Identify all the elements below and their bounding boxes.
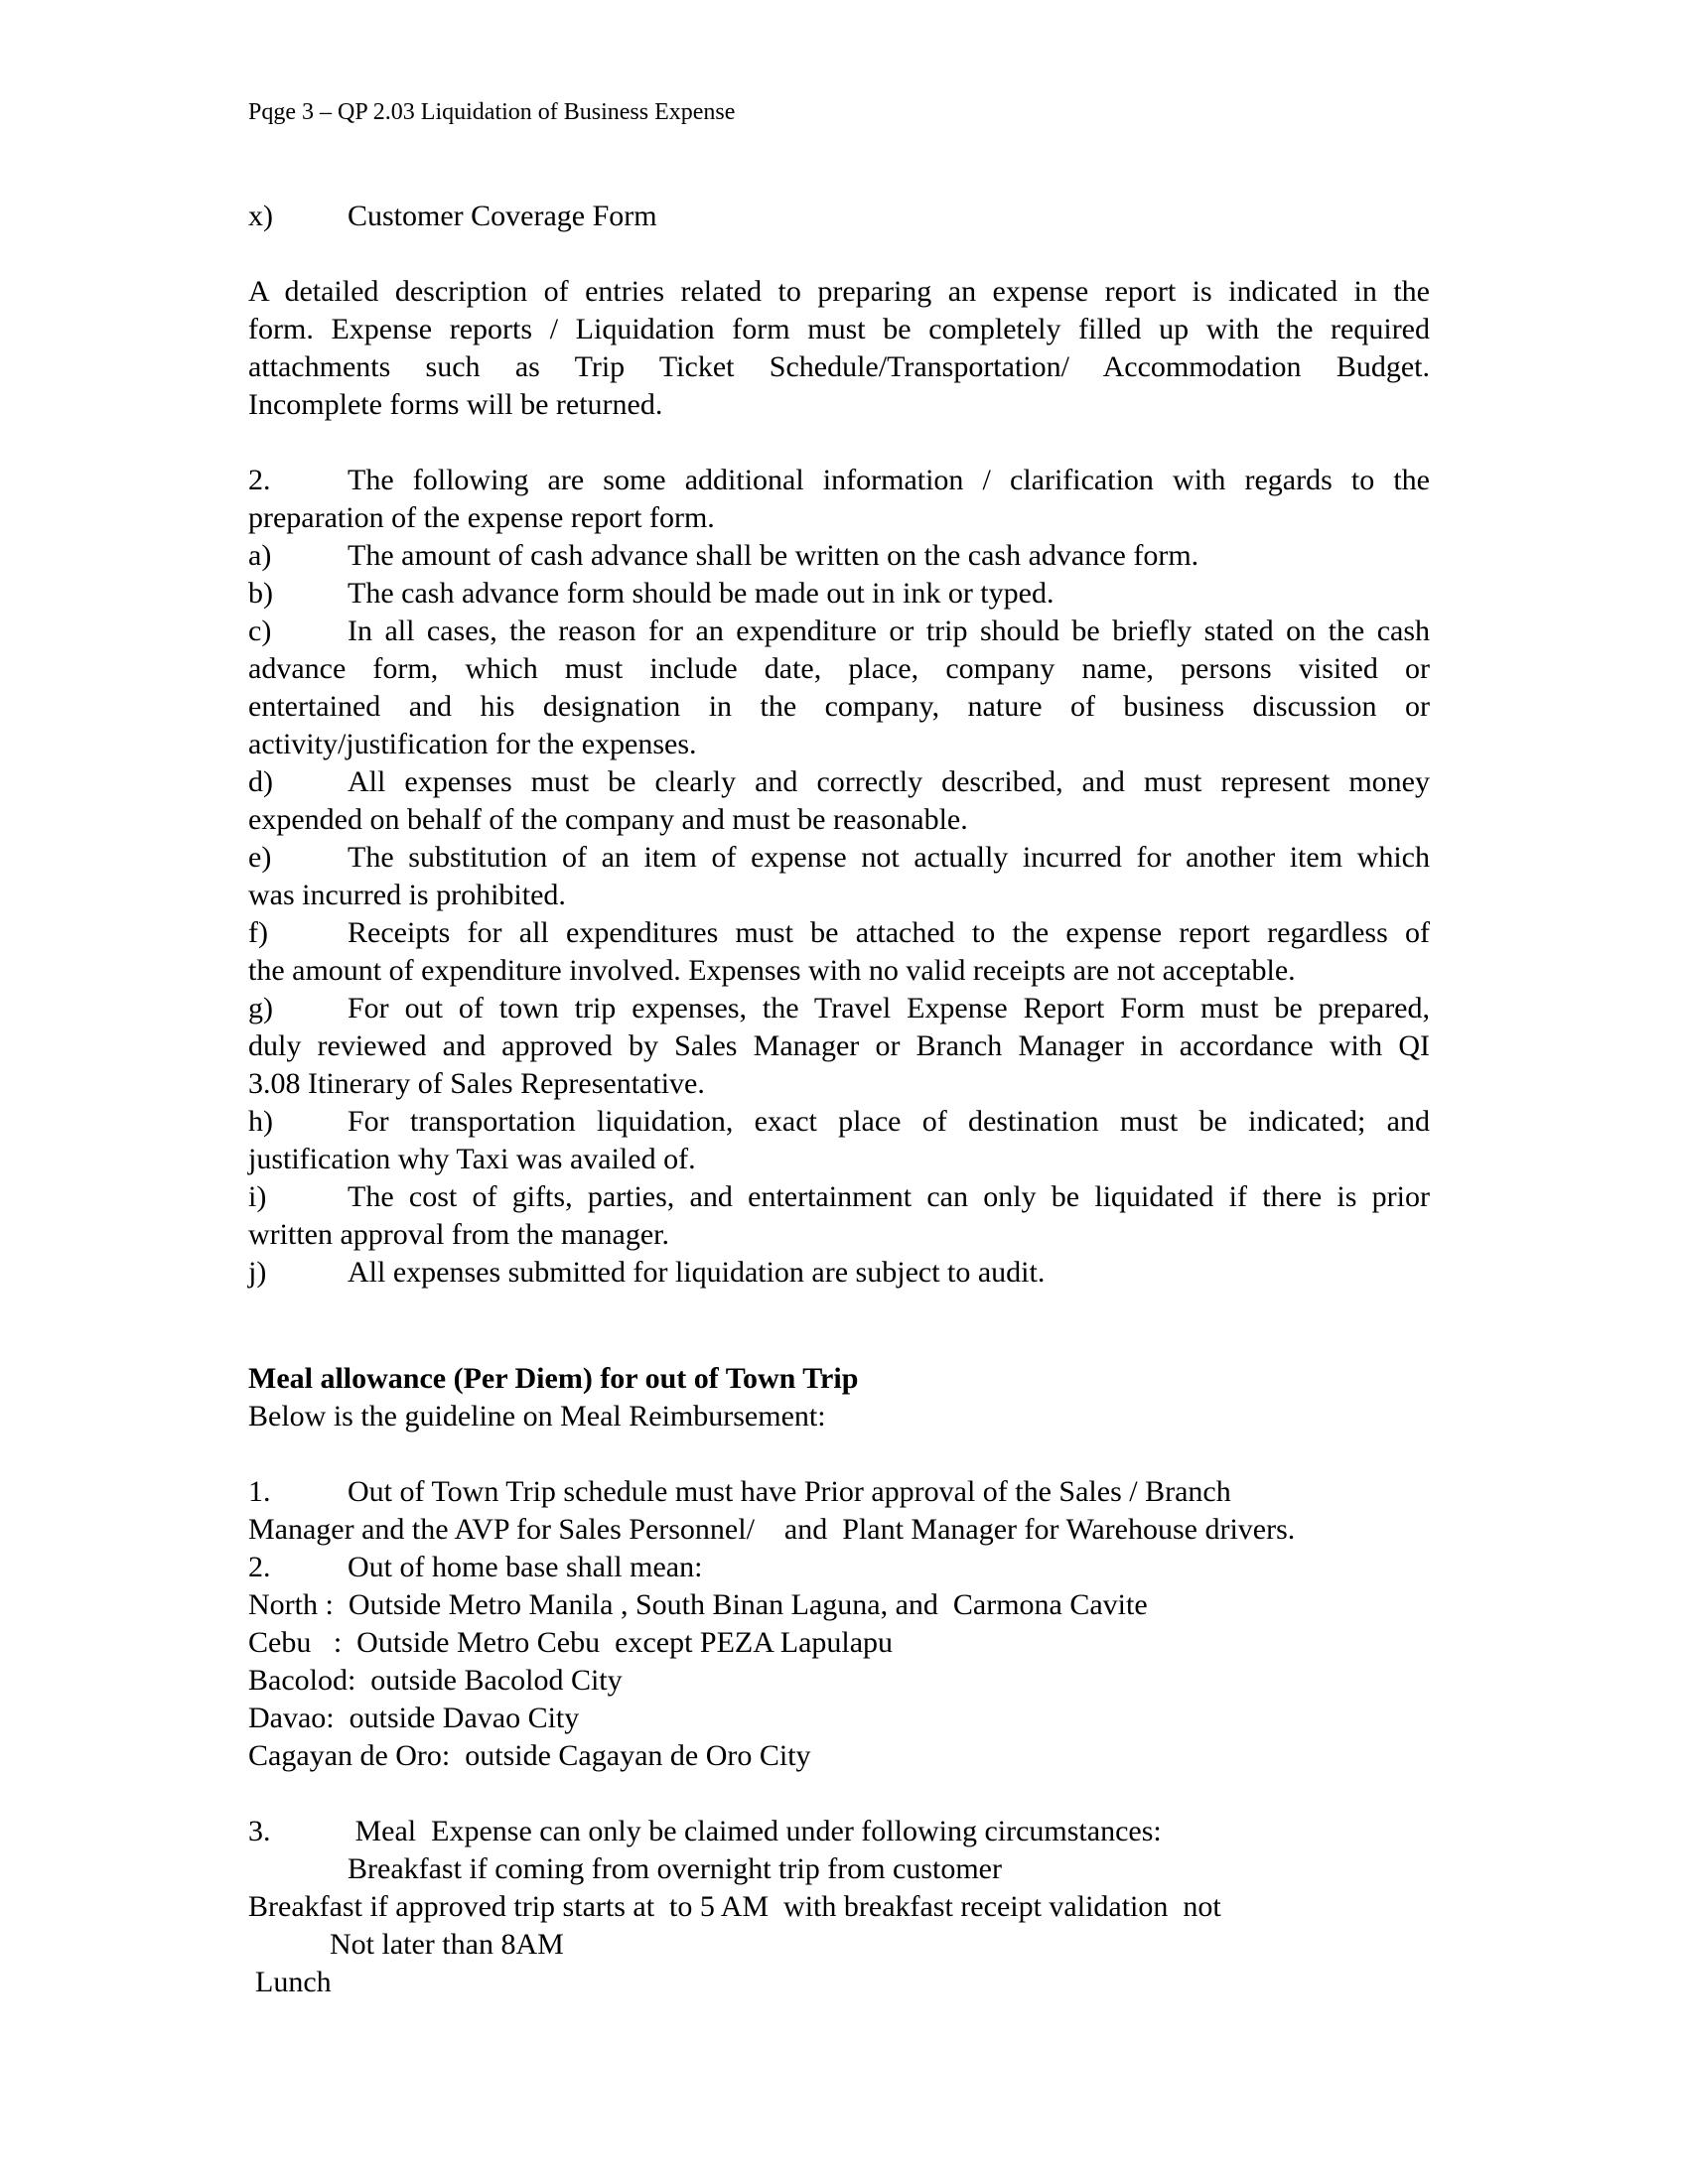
list-item-text: The cash advance form should be made out in ink or typed. — [348, 577, 1055, 610]
meal-item-text: Meal Expense can only be claimed under following circumstances: — [348, 1815, 1162, 1847]
intro-line: form. Expense reports / Liquidation form must be completely filled up with the required — [248, 313, 1430, 345]
list-item-a — [248, 537, 1430, 575]
list-item-d — [248, 763, 1430, 839]
list-item-text: the amount of expenditure involved. Expenses with no valid receipts are not acceptable. — [248, 954, 1296, 987]
page-header: Pqge 3 – QP 2.03 Liquidation of Business Expense — [248, 99, 736, 125]
list-item-label: g) — [248, 992, 273, 1024]
list-item-text: was incurred is prohibited. — [248, 879, 566, 911]
home-base-line: Bacolod: outside Bacolod City — [248, 1664, 623, 1697]
list-item-g — [248, 990, 1430, 1103]
intro-paragraph — [248, 273, 1430, 424]
list-item-label: h) — [248, 1105, 273, 1138]
list-item-text: advance form, which must include date, place, company name, persons visited or — [248, 652, 1430, 685]
meal-subheading: Below is the guideline on Meal Reimbursement: — [248, 1400, 826, 1433]
list-item-text: entertained and his designation in the company, nature of business discussion or — [248, 690, 1430, 723]
list-item-text: For out of town trip expenses, the Travel Expense Report Form must be prepared, — [348, 992, 1430, 1024]
meal-heading: Meal allowance (Per Diem) for out of Town Trip — [248, 1362, 859, 1395]
list-item-b — [248, 575, 1430, 613]
list-item-label: d) — [248, 765, 273, 798]
list-item-text: The cost of gifts, parties, and entertainment can only be liquidated if there is prior — [348, 1180, 1430, 1213]
meal-item-3 — [248, 1813, 1430, 1850]
list-item-text: duly reviewed and approved by Sales Manager or Branch Manager in accordance with QI — [248, 1029, 1430, 1062]
meal-circumstance: Breakfast if approved trip starts at to 5 AM with breakfast receipt validation not — [248, 1890, 1221, 1923]
list-item-label: j) — [248, 1256, 267, 1289]
list-item-text: All expenses must be clearly and correctly described, and must represent money — [348, 765, 1430, 798]
meal-item-label: 1. — [248, 1475, 271, 1508]
list-item-text: The amount of cash advance shall be written on the cash advance form. — [348, 539, 1199, 572]
list-item-label: c) — [248, 614, 272, 647]
list-item-j — [248, 1254, 1430, 1292]
list-item-text: For transportation liquidation, exact place of destination must be indicated; and — [348, 1105, 1430, 1138]
intro-line: A detailed description of entries related to preparing an expense report is indicated in the — [248, 275, 1430, 308]
list-item-text: written approval from the manager. — [248, 1218, 670, 1251]
item-x — [248, 198, 1430, 235]
meal-item-text: Out of Town Trip schedule must have Prior approval of the Sales / Branch — [348, 1475, 1231, 1508]
list-item-e — [248, 839, 1430, 914]
list-item-i — [248, 1178, 1430, 1254]
section-2-line: The following are some additional information / clarification with regards to the — [348, 464, 1430, 496]
list-item-text: activity/justification for the expenses. — [248, 728, 697, 760]
numbered-section-2 — [248, 462, 1430, 1292]
list-item-h — [248, 1103, 1430, 1178]
meal-item-2 — [248, 1549, 1430, 1586]
list-item-label: i) — [248, 1180, 267, 1213]
meal-item-text: Out of home base shall mean: — [348, 1551, 703, 1583]
list-item-label: f) — [248, 916, 268, 949]
home-base-line: North : Outside Metro Manila , South Binan Laguna, and Carmona Cavite — [248, 1588, 1148, 1621]
home-base-line: Cebu : Outside Metro Cebu except PEZA Lapulapu — [248, 1626, 894, 1659]
list-item-f — [248, 914, 1430, 990]
meal-circumstance: Breakfast if coming from overnight trip from customer — [348, 1852, 1002, 1885]
list-item-text: All expenses submitted for liquidation are subject to audit. — [348, 1256, 1046, 1289]
meal-item-1 — [248, 1473, 1430, 1511]
intro-line: attachments such as Trip Ticket Schedule/Transportation/ Accommodation Budget. — [248, 350, 1430, 383]
intro-line: Incomplete forms will be returned. — [248, 388, 663, 421]
meal-circumstance: Lunch — [255, 1966, 332, 1998]
section-2-label: 2. — [248, 464, 271, 496]
meal-item-text: Manager and the AVP for Sales Personnel/ and Plant Manager for Warehouse drivers. — [248, 1513, 1296, 1546]
list-item-text: Receipts for all expenditures must be attached to the expense report regardless of — [348, 916, 1430, 949]
section-2-heading — [248, 462, 1430, 499]
list-item-text: In all cases, the reason for an expenditure or trip should be briefly stated on the cash — [348, 614, 1430, 647]
item-x-text: Customer Coverage Form — [348, 200, 657, 232]
meal-circumstance: Not later than 8AM — [330, 1928, 564, 1961]
meal-item-label: 2. — [248, 1551, 271, 1583]
meal-item-label: 3. — [248, 1815, 271, 1847]
list-item-label: a) — [248, 539, 272, 572]
list-item-text: 3.08 Itinerary of Sales Representative. — [248, 1067, 705, 1100]
list-item-label: e) — [248, 841, 272, 874]
list-item-label: b) — [248, 577, 273, 610]
home-base-line: Cagayan de Oro: outside Cagayan de Oro City — [248, 1739, 811, 1772]
list-item-text: The substitution of an item of expense not actually incurred for another item which — [348, 841, 1430, 874]
item-x-label: x) — [248, 200, 273, 232]
list-item-text: expended on behalf of the company and must be reasonable. — [248, 803, 968, 836]
meal-section — [248, 1360, 1430, 2001]
list-item-c — [248, 613, 1430, 763]
section-2-line: preparation of the expense report form. — [248, 501, 715, 534]
home-base-line: Davao: outside Davao City — [248, 1702, 580, 1734]
list-item-text: justification why Taxi was availed of. — [248, 1143, 696, 1175]
